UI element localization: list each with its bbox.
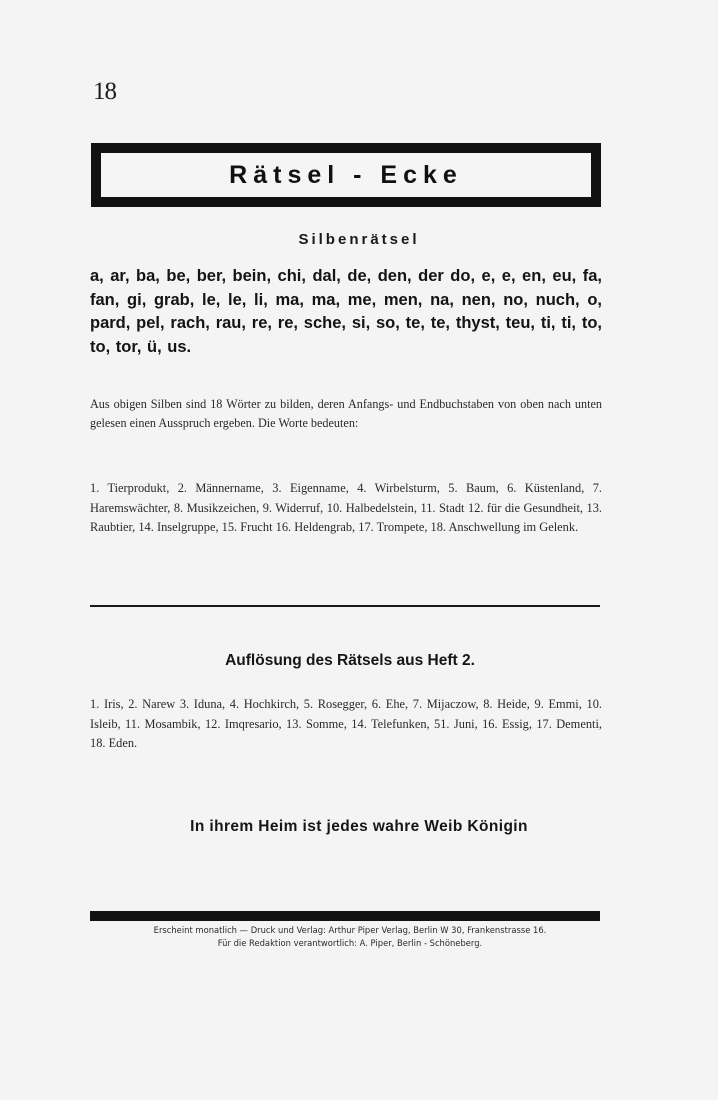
page-number: 18 [93,78,116,105]
footer-bar [90,911,600,921]
page-title: Rätsel - Ecke [229,160,463,189]
footer-publisher-line: Erscheint monatlich — Druck und Verlag: Arthur Piper Verlag, Berlin W 30, Frankenstrasse 16. [153,925,547,935]
title-box [91,143,601,207]
section-divider [90,605,600,607]
solution-heading: Auflösung des Rätsels aus Heft 2. [225,652,475,669]
footer-editor-line: Für die Redaktion verantwortlich: A. Piper, Berlin - Schöneberg. [217,938,483,948]
puzzle-instructions: Aus obigen Silben sind 18 Wörter zu bilden, deren Anfangs- und Endbuchstaben von oben nach unten gelesen einen Ausspruch ergeben. Die Worte bedeuten: [90,397,602,430]
syllable-list: a, ar, ba, be, ber, bein, chi, dal, de, den, der do, e, e, en, eu, fa, fan, gi, grab, le, le, li, ma, ma, me, men, na, nen, no, nuch, o, pard, pel, rach, rau, re, re, sche, si, so, te, te, thyst, teu, ti, ti, to, to, tor, ü, us. [90,267,602,356]
solution-text: 1. Iris, 2. Narew 3. Iduna, 4. Hochkirch, 5. Rosegger, 6. Ehe, 7. Mijaczow, 8. Heide, 9. Emmi, 10. Isleib, 11. Mosambik, 12. Imqresario, 13. Somme, 14. Telefunken, 51. Juni, 16. Essig, 17. Dementi, 18. Eden. [90,697,602,750]
puzzle-clues: 1. Tierprodukt, 2. Männername, 3. Eigenname, 4. Wirbelsturm, 5. Baum, 6. Küstenland, 7. Haremswächter, 8. Musikzeichen, 9. Widerruf, 10. Halbedelstein, 11. Stadt 12. für die Gesundheit, 13. Raubtier, 14. Inselgruppe, 15. Frucht 16. Heldengrab, 17. Trompete, 18. Anschwellung im Gelenk. [90,481,602,534]
puzzle-subtitle: Silbenrätsel [298,231,420,248]
motto: In ihrem Heim ist jedes wahre Weib Königin [190,818,528,835]
